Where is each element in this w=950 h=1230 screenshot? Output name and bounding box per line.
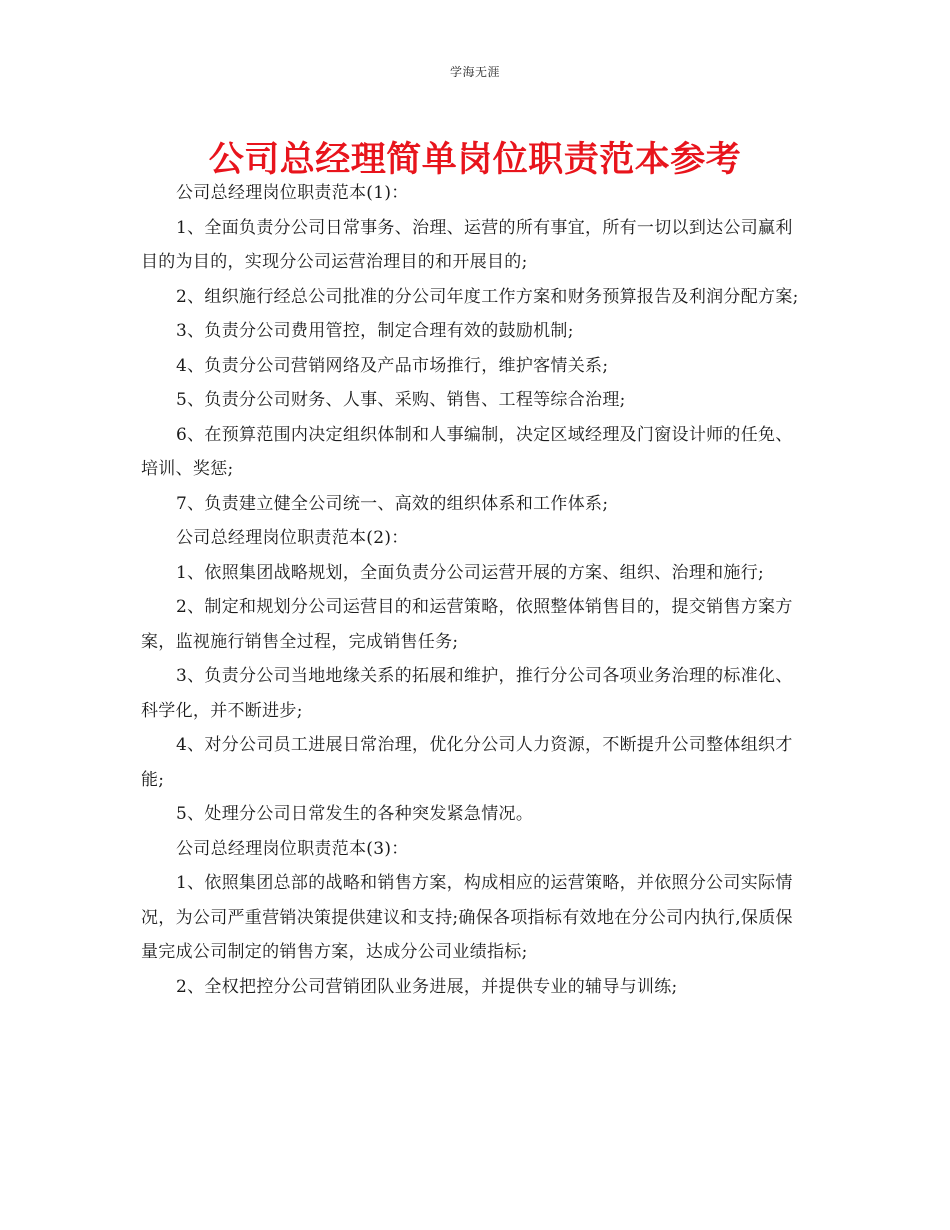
paragraph: 7、负责建立健全公司统一、高效的组织体系和工作体系; [176,493,609,514]
paragraph: 1、依照集团总部的战略和销售方案，构成相应的运营策略，并依照分公司实际情况，为公司严重营销决策提供建议和支持;确保各项指标有效地在分公司内执行,保质保量完成公司制定的销售方案，达成分公司业绩指标; [141,873,793,962]
paragraph: 3、负责分公司当地地缘关系的拓展和维护，推行分公司各项业务治理的标准化、科学化，并不断进步; [141,666,793,721]
paragraph: 1、全面负责分公司日常事务、治理、运营的所有事宜，所有一切以到达公司赢利目的为目的，实现分公司运营治理目的和开展目的; [141,217,793,272]
paragraph-section-1-heading: 公司总经理岗位职责范本(1)： [176,183,409,203]
paragraph: 4、对分公司员工进展日常治理，优化分公司人力资源，不断提升公司整体组织才能; [141,735,793,790]
paragraph-section-2-heading: 公司总经理岗位职责范本(2)： [176,528,409,548]
paragraph-section-3-heading: 公司总经理岗位职责范本(3)： [176,838,409,859]
paragraph: 3、负责分公司费用管控，制定合理有效的鼓励机制; [176,321,574,341]
paragraph: 2、组织施行经总公司批准的分公司年度工作方案和财务预算报告及利润分配方案; [176,286,799,307]
document-title: 公司总经理简单岗位职责范本参考 [208,140,742,180]
paragraph: 4、负责分公司营销网络及产品市场推行，维护客情关系; [176,355,609,376]
document-body [141,176,809,1004]
page-header: 学海无涯 [449,65,500,79]
paragraph: 5、处理分公司日常发生的各种突发紧急情况。 [176,804,534,824]
paragraph: 2、全权把控分公司营销团队业务进展，并提供专业的辅导与训练; [176,976,678,997]
paragraph: 6、在预算范围内决定组织体制和人事编制，决定区域经理及门窗设计师的任免、培训、奖惩; [141,424,793,479]
paragraph: 1、依照集团战略规划，全面负责分公司运营开展的方案、组织、治理和施行; [176,562,765,583]
paragraph: 2、制定和规划分公司运营目的和运营策略，依照整体销售目的，提交销售方案方案，监视施行销售全过程，完成销售任务; [141,597,793,652]
paragraph: 5、负责分公司财务、人事、采购、销售、工程等综合治理; [176,390,626,410]
